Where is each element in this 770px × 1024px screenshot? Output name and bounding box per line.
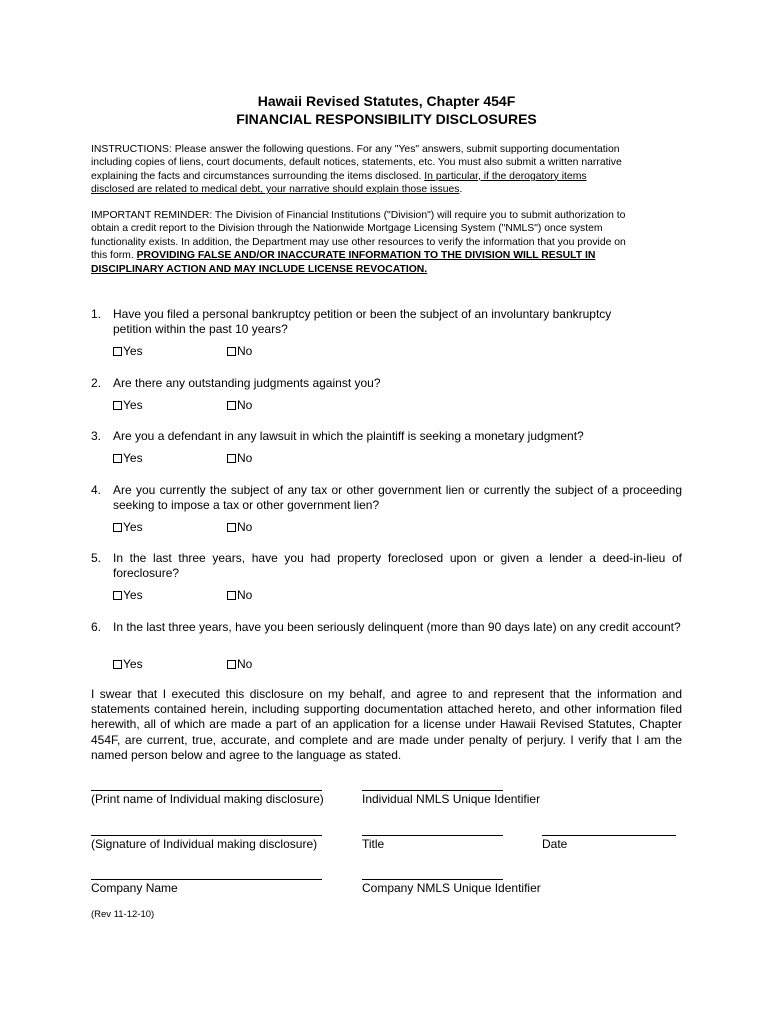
q2-yes-option[interactable] [113,398,143,413]
reminder-line [91,263,682,276]
no-label: No [237,520,253,534]
no-label: No [237,398,253,412]
yes-label: Yes [123,344,143,358]
instructions-block [91,143,682,197]
reminder-text: this form. [91,250,137,262]
checkbox-icon[interactable] [113,660,122,669]
title-line-2: FINANCIAL RESPONSIBILITY DISCLOSURES [236,111,537,127]
q5-yes-option[interactable] [113,588,143,603]
date-line[interactable] [542,835,676,836]
title-line-1: Hawaii Revised Statutes, Chapter 454F [257,93,516,109]
q4-no-option[interactable] [227,520,252,535]
checkbox-icon[interactable] [227,401,236,410]
question-2 [91,376,682,391]
print-name-label: (Print name of Individual making disclosure) [91,792,324,806]
question-number: 4. [91,483,102,497]
q2-no-option[interactable] [227,398,252,413]
nmls-id-line[interactable] [362,790,503,791]
no-label: No [237,657,253,671]
q5-no-option[interactable] [227,588,252,603]
instructions-underlined: In particular, if the derogatory items [424,170,587,182]
yes-label: Yes [123,588,143,602]
question-text: Are there any outstanding judgments against you? [113,376,381,390]
question-4 [91,483,682,513]
q1-no-option[interactable] [227,344,252,359]
question-text: Are you currently the subject of any tax or other government lien or currently the subject of a proceeding seeking to impose a tax or other government lien? [113,483,682,512]
signature-line[interactable] [91,835,322,836]
q6-yes-option[interactable] [113,657,143,672]
company-nmls-label: Company NMLS Unique Identifier [362,881,541,895]
checkbox-icon[interactable] [227,454,236,463]
reminder-block [91,209,682,276]
instructions-text: explaining the facts and circumstances surrounding the items disclosed. [91,170,425,182]
question-1 [91,307,682,337]
reminder-line: obtain a credit report to the Division through the Nationwide Mortgage Licensing System ("NMLS") once system [91,223,603,235]
reminder-line [91,249,682,262]
title-line[interactable] [362,835,503,836]
instructions-line: including copies of liens, court documents, default notices, statements, etc. You must also submit a written narrative [91,157,622,169]
nmls-id-label: Individual NMLS Unique Identifier [362,792,541,806]
instructions-line [91,183,682,196]
question-text: Have you filed a personal bankruptcy petition or been the subject of an involuntary bankruptcy petition within the past 10 years? [113,307,612,336]
question-6 [91,620,682,635]
question-5 [91,551,682,581]
question-number: 6. [91,620,102,634]
q6-no-option[interactable] [227,657,252,672]
sworn-statement: I swear that I executed this disclosure on my behalf, and agree to and represent that the information and statements contained herein, including supporting documentation attached hereto, and other information filed herewith, all of which are made a part of an application for a license under Hawaii Revised Statutes, Chapter 454F, are current, true, accurate, and complete and are made under penalty of perjury. I verify that I am the named person below and agree to the language as stated. [91,687,682,762]
date-label: Date [542,837,568,851]
print-name-line[interactable] [91,790,322,791]
question-number: 1. [91,307,102,321]
question-number: 2. [91,376,102,390]
checkbox-icon[interactable] [113,347,122,356]
checkbox-icon[interactable] [113,591,122,600]
title-label: Title [362,837,385,851]
checkbox-icon[interactable] [227,347,236,356]
checkbox-icon[interactable] [227,591,236,600]
yes-label: Yes [123,398,143,412]
q3-yes-option[interactable] [113,451,143,466]
reminder-warning: DISCIPLINARY ACTION AND MAY INCLUDE LICENSE REVOCATION. [91,263,428,275]
instructions-line: INSTRUCTIONS: Please answer the following questions. For any "Yes" answers, submit supporting documentation [91,144,620,155]
question-text: Are you a defendant in any lawsuit in which the plaintiff is seeking a monetary judgment? [113,429,584,443]
revision-note: (Rev 11-12-10) [91,909,155,920]
checkbox-icon[interactable] [113,523,122,532]
instructions-text: . [459,184,463,196]
reminder-line: functionality exists. In addition, the Department may use other resources to verify the information that you provide on [91,236,626,248]
q1-yes-option[interactable] [113,344,143,359]
company-name-label: Company Name [91,881,178,895]
page-title [91,92,682,128]
q3-no-option[interactable] [227,451,252,466]
company-name-line[interactable] [91,879,322,880]
instructions-underlined: disclosed are related to medical debt, your narrative should explain those issues [91,184,460,196]
no-label: No [237,588,253,602]
yes-label: Yes [123,520,143,534]
signature-label: (Signature of Individual making disclosure) [91,837,318,851]
question-number: 3. [91,429,102,443]
checkbox-icon[interactable] [227,523,236,532]
question-text: In the last three years, have you been seriously delinquent (more than 90 days late) on any credit account? [113,620,681,634]
checkbox-icon[interactable] [113,401,122,410]
yes-label: Yes [123,451,143,465]
no-label: No [237,344,253,358]
reminder-line: IMPORTANT REMINDER: The Division of Financial Institutions ("Division") will require you to submit authorization to [91,210,626,221]
q4-yes-option[interactable] [113,520,143,535]
yes-label: Yes [123,657,143,671]
checkbox-icon[interactable] [113,454,122,463]
question-text: In the last three years, have you had property foreclosed upon or given a lender a deed-in-lieu of foreclosure? [113,551,682,580]
question-number: 5. [91,551,102,565]
no-label: No [237,451,253,465]
question-3 [91,429,682,444]
company-nmls-line[interactable] [362,879,503,880]
reminder-warning: PROVIDING FALSE AND/OR INACCURATE INFORMATION TO THE DIVISION WILL RESULT IN [136,250,596,262]
checkbox-icon[interactable] [227,660,236,669]
instructions-line [91,170,682,183]
